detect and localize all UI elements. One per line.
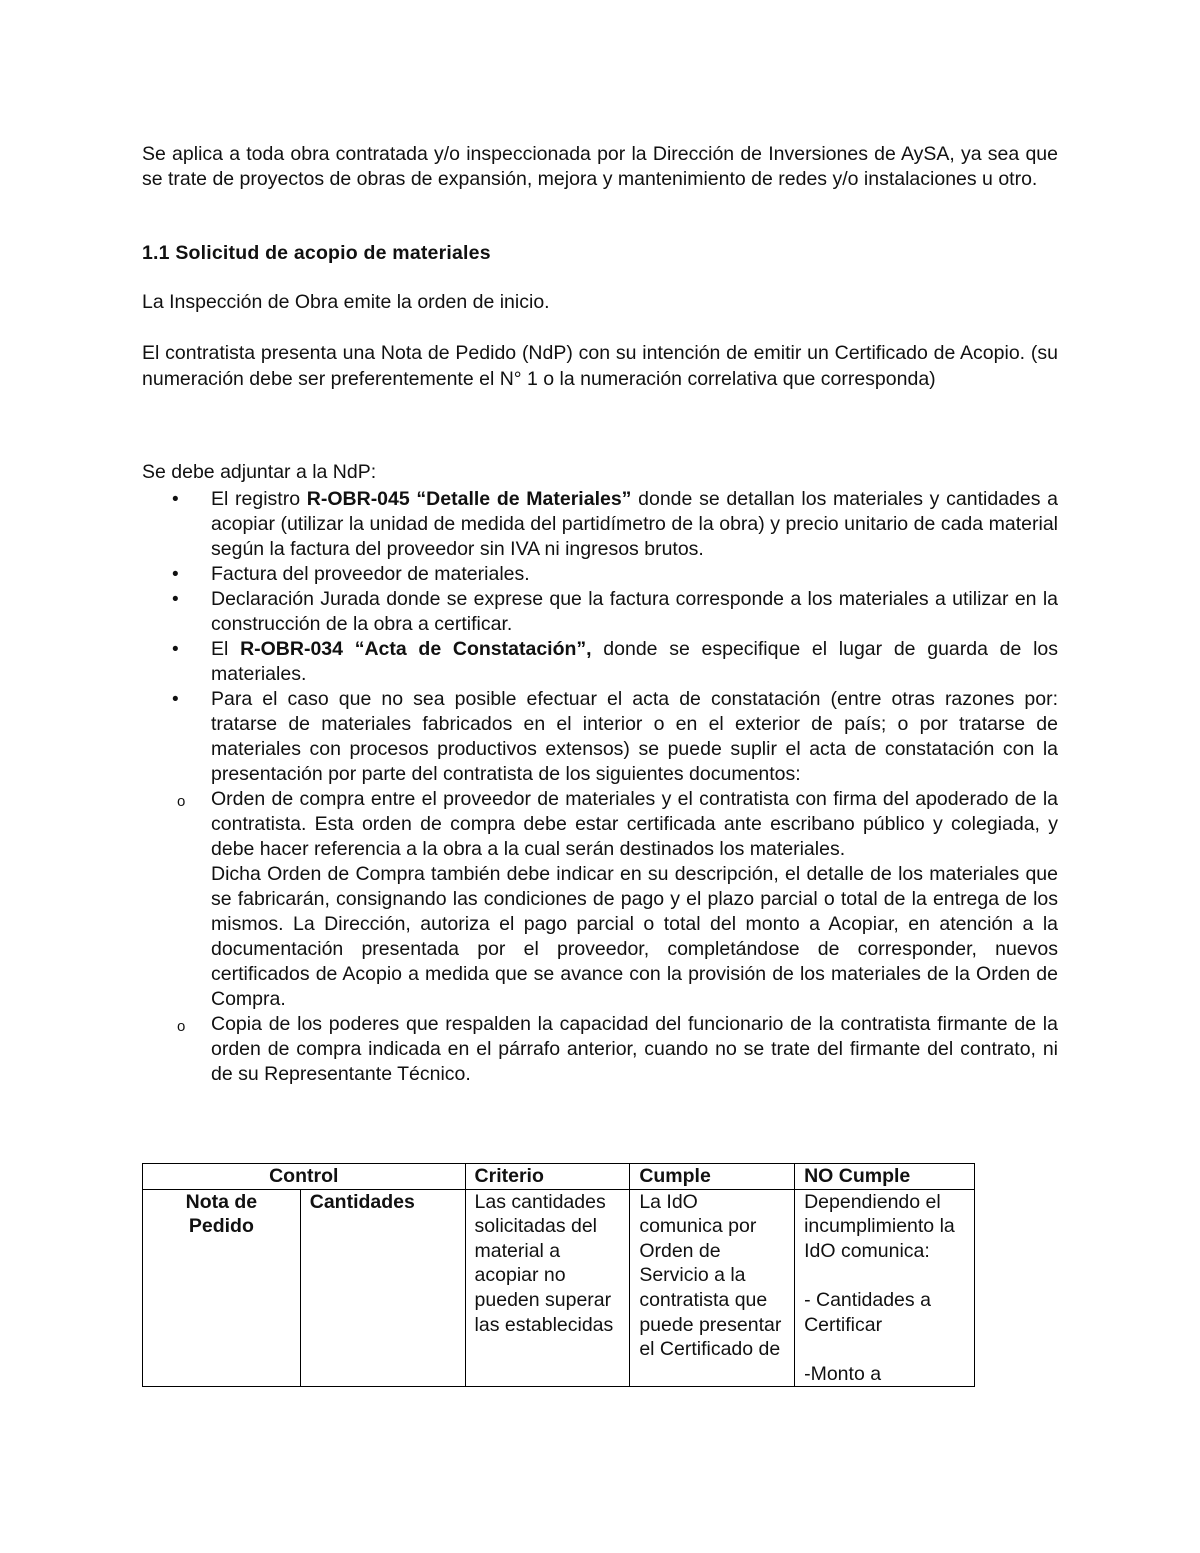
cell-text: -Monto a — [804, 1362, 882, 1385]
sublist-item-text: Dicha Orden de Compra también debe indicar en su descripción, el detalle de los materiales que se fabricarán, consignando las condiciones de pago y el plazo parcial o total de la entrega de los mismos. La Dirección, autoriza el pago parcial o total del monto a Acopiar, en atención a la documentación presentada por el proveedor, completándose de corresponder, nuevos certificados de Acopio a medida que se avance con la provisión de los materiales de la Orden de Compra. — [211, 863, 1058, 1010]
cell-content — [804, 1190, 965, 1386]
cell-text: Nota de Pedido — [185, 1190, 258, 1238]
sublist-item-continuation — [140, 862, 1058, 1012]
cell-criterio — [465, 1189, 630, 1386]
cell-cumple — [630, 1189, 795, 1386]
list-item-text: Para el caso que no sea posible efectuar el acta de constatación (entre otras razones por: tratarse de materiales fabricados en el interior o en el exterior de país; o por tratarse de materiales con procesos productivos extensos) se puede suplir el acta de constatación con la presentación por parte del contratista de los siguientes documentos: — [211, 688, 1058, 785]
cell-text: Dependiendo el incumplimiento la IdO comunica: — [804, 1190, 955, 1262]
list-item-text: El — [211, 638, 241, 660]
circle-bullet-icon: o — [177, 793, 186, 810]
table-header-row — [143, 1164, 975, 1190]
register-code-r-obr-045: R-OBR-045 “Detalle de Materiales” — [306, 488, 632, 510]
sublist-item-orden-compra — [140, 787, 1058, 862]
documents-sublist — [140, 787, 1058, 1087]
list-item-r-obr-034 — [142, 637, 1058, 687]
list-item-text: El registro — [211, 488, 307, 510]
sublist-item-text: Copia de los poderes que respalden la capacidad del funcionario de la contratista firmante de la orden de compra indicada en el párrafo anterior, cuando no se trate del firmante del contrato, ni de su Representante Técnico. — [211, 1013, 1058, 1085]
bullet-icon: • — [172, 689, 179, 710]
list-item-declaracion-jurada — [142, 587, 1058, 637]
bullet-icon: • — [172, 564, 179, 585]
section-heading: 1.1 Solicitud de acopio de materiales — [142, 242, 491, 264]
cell-nota-pedido — [143, 1189, 301, 1386]
cell-text: - Cantidades a Certificar — [804, 1288, 931, 1336]
cell-cantidades — [300, 1189, 465, 1386]
paragraph-adjuntar: Se debe adjuntar a la NdP: — [142, 461, 377, 483]
cell-text: La IdO comunica por Orden de Servicio a la contratista que puede presentar el Certificado de — [639, 1190, 782, 1361]
paragraph-inicio: La Inspección de Obra emite la orden de inicio. — [142, 291, 550, 313]
list-item-factura — [142, 562, 1058, 587]
cell-text: Cantidades — [309, 1190, 415, 1213]
list-item-text: Factura del proveedor de materiales. — [211, 563, 530, 585]
table-row — [143, 1189, 975, 1386]
list-item-alternativa — [142, 687, 1058, 1087]
list-item-text: donde se detallan los materiales y cantidades a acopiar (utilizar la unidad de medida del partidímetro de la obra) y precio unitario de cada material según la factura del proveedor sin IVA ni ingresos brutos. — [211, 488, 1059, 560]
list-item-text: Declaración Jurada donde se exprese que la factura corresponde a los materiales a utilizar en la construcción de la obra a certificar. — [211, 588, 1058, 635]
bullet-icon: • — [172, 639, 179, 660]
control-table — [142, 1163, 975, 1387]
list-item-r-obr-045 — [142, 487, 1058, 562]
header-criterio: Criterio — [465, 1164, 630, 1190]
spacer — [804, 1263, 965, 1288]
cell-no-cumple — [795, 1189, 975, 1386]
header-cumple: Cumple — [630, 1164, 795, 1190]
bullet-icon: • — [172, 589, 179, 610]
cell-text: Las cantidades solicitadas del material a acopiar no pueden superar las establecidas — [474, 1190, 614, 1336]
intro-paragraph: Se aplica a toda obra contratada y/o inspeccionada por la Dirección de Inversiones de AySA, ya sea que se trate de proyectos de obras de expansión, mejora y mantenimiento de redes y/o instalaciones u otro. — [142, 143, 1058, 190]
circle-bullet-icon: o — [177, 1018, 186, 1035]
bullet-icon: • — [172, 489, 179, 510]
list-item-text: donde se especifique el lugar de guarda de los materiales. — [211, 638, 1058, 685]
register-code-r-obr-034: R-OBR-034 “Acta de Constatación”, — [240, 638, 592, 660]
sublist-item-text: Orden de compra entre el proveedor de materiales y el contratista con firma del apoderado de la contratista. Esta orden de compra debe estar certificada ante escribano público y colegiada, y debe hacer referencia a la obra a la cual serán destinados los materiales. — [211, 788, 1058, 860]
spacer — [804, 1337, 965, 1362]
header-no-cumple: NO Cumple — [795, 1164, 975, 1190]
sublist-item-poderes — [140, 1012, 1058, 1087]
header-control: Control — [143, 1164, 466, 1190]
attachments-list — [142, 487, 1058, 1087]
paragraph-nota-pedido: El contratista presenta una Nota de Pedido (NdP) con su intención de emitir un Certificado de Acopio. (su numeración debe ser preferentemente el N° 1 o la numeración correlativa que corresponda) — [142, 342, 1058, 390]
